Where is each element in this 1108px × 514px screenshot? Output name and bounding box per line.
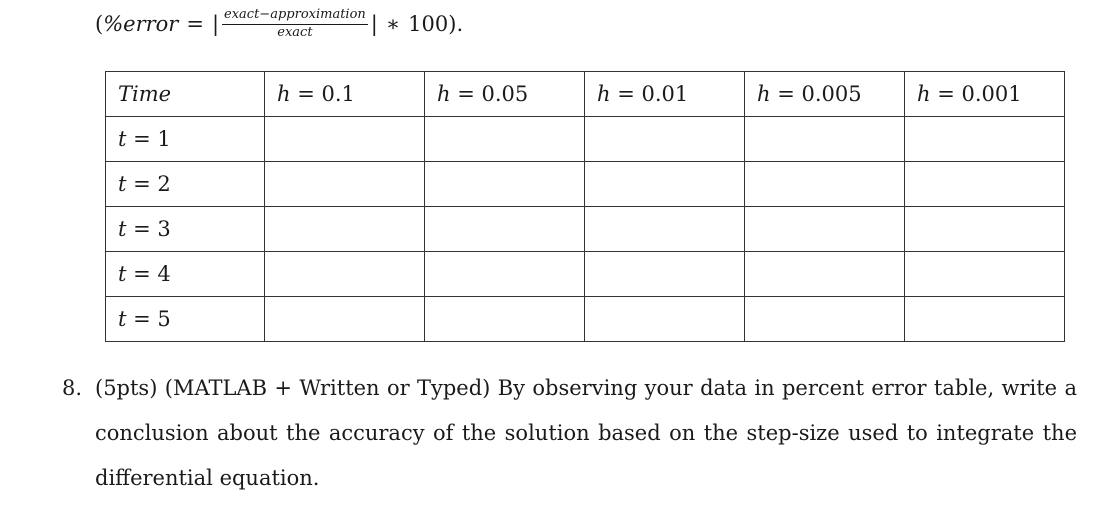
row-time-label: t = 3 [106, 207, 265, 252]
row-time-label: t = 1 [106, 117, 265, 162]
question-number: 8. [62, 376, 83, 400]
table-cell[interactable] [745, 207, 905, 252]
percent-error-table [105, 71, 1065, 342]
table-row [106, 117, 1065, 162]
header-time: Time [106, 72, 265, 117]
formula-lhs: %error [103, 12, 179, 36]
table-cell[interactable] [905, 297, 1065, 342]
table-cell[interactable] [585, 162, 745, 207]
table-cell[interactable] [425, 252, 585, 297]
formula-times: ∗ [385, 12, 401, 36]
formula-close: ). [448, 12, 464, 36]
formula-denominator: exact [277, 24, 313, 40]
header-step: h = 0.05 [425, 72, 585, 117]
table-cell[interactable] [425, 117, 585, 162]
table-row [106, 207, 1065, 252]
table-cell[interactable] [745, 117, 905, 162]
table-cell[interactable] [265, 117, 425, 162]
table-cell[interactable] [425, 297, 585, 342]
header-step: h = 0.1 [265, 72, 425, 117]
table-cell[interactable] [265, 252, 425, 297]
formula-equals: = [186, 12, 204, 36]
table-cell[interactable] [585, 117, 745, 162]
formula-factor: 100 [408, 12, 449, 36]
formula-open-paren: ( [95, 12, 104, 36]
table-cell[interactable] [265, 162, 425, 207]
table-cell[interactable] [745, 252, 905, 297]
table-cell[interactable] [425, 162, 585, 207]
table-row [106, 252, 1065, 297]
question-8 [62, 366, 1077, 501]
table-cell[interactable] [425, 207, 585, 252]
header-step: h = 0.01 [585, 72, 745, 117]
table-cell[interactable] [905, 252, 1065, 297]
formula-numerator: exact−approximation [222, 8, 368, 24]
formula-abs-right: | [370, 12, 378, 36]
formula-abs-left: | [211, 12, 220, 36]
table-cell[interactable] [585, 252, 745, 297]
question-text: (5pts) (MATLAB + Written or Typed) By observing your data in percent error table, write a conclusion about the accuracy of the solution based on the step-size used to integrate the differential equation. [95, 376, 1077, 490]
table-cell[interactable] [265, 207, 425, 252]
table-cell[interactable] [745, 297, 905, 342]
formula-fraction [222, 8, 368, 40]
table-cell[interactable] [585, 297, 745, 342]
header-step: h = 0.005 [745, 72, 905, 117]
table-cell[interactable] [905, 162, 1065, 207]
table-cell[interactable] [585, 207, 745, 252]
row-time-label: t = 5 [106, 297, 265, 342]
percent-error-formula [95, 4, 463, 44]
table-header-row [106, 72, 1065, 117]
table-row [106, 297, 1065, 342]
row-time-label: t = 4 [106, 252, 265, 297]
table-row [106, 162, 1065, 207]
row-time-label: t = 2 [106, 162, 265, 207]
table-cell[interactable] [265, 297, 425, 342]
table-cell[interactable] [745, 162, 905, 207]
header-step: h = 0.001 [905, 72, 1065, 117]
table-cell[interactable] [905, 117, 1065, 162]
table-cell[interactable] [905, 207, 1065, 252]
